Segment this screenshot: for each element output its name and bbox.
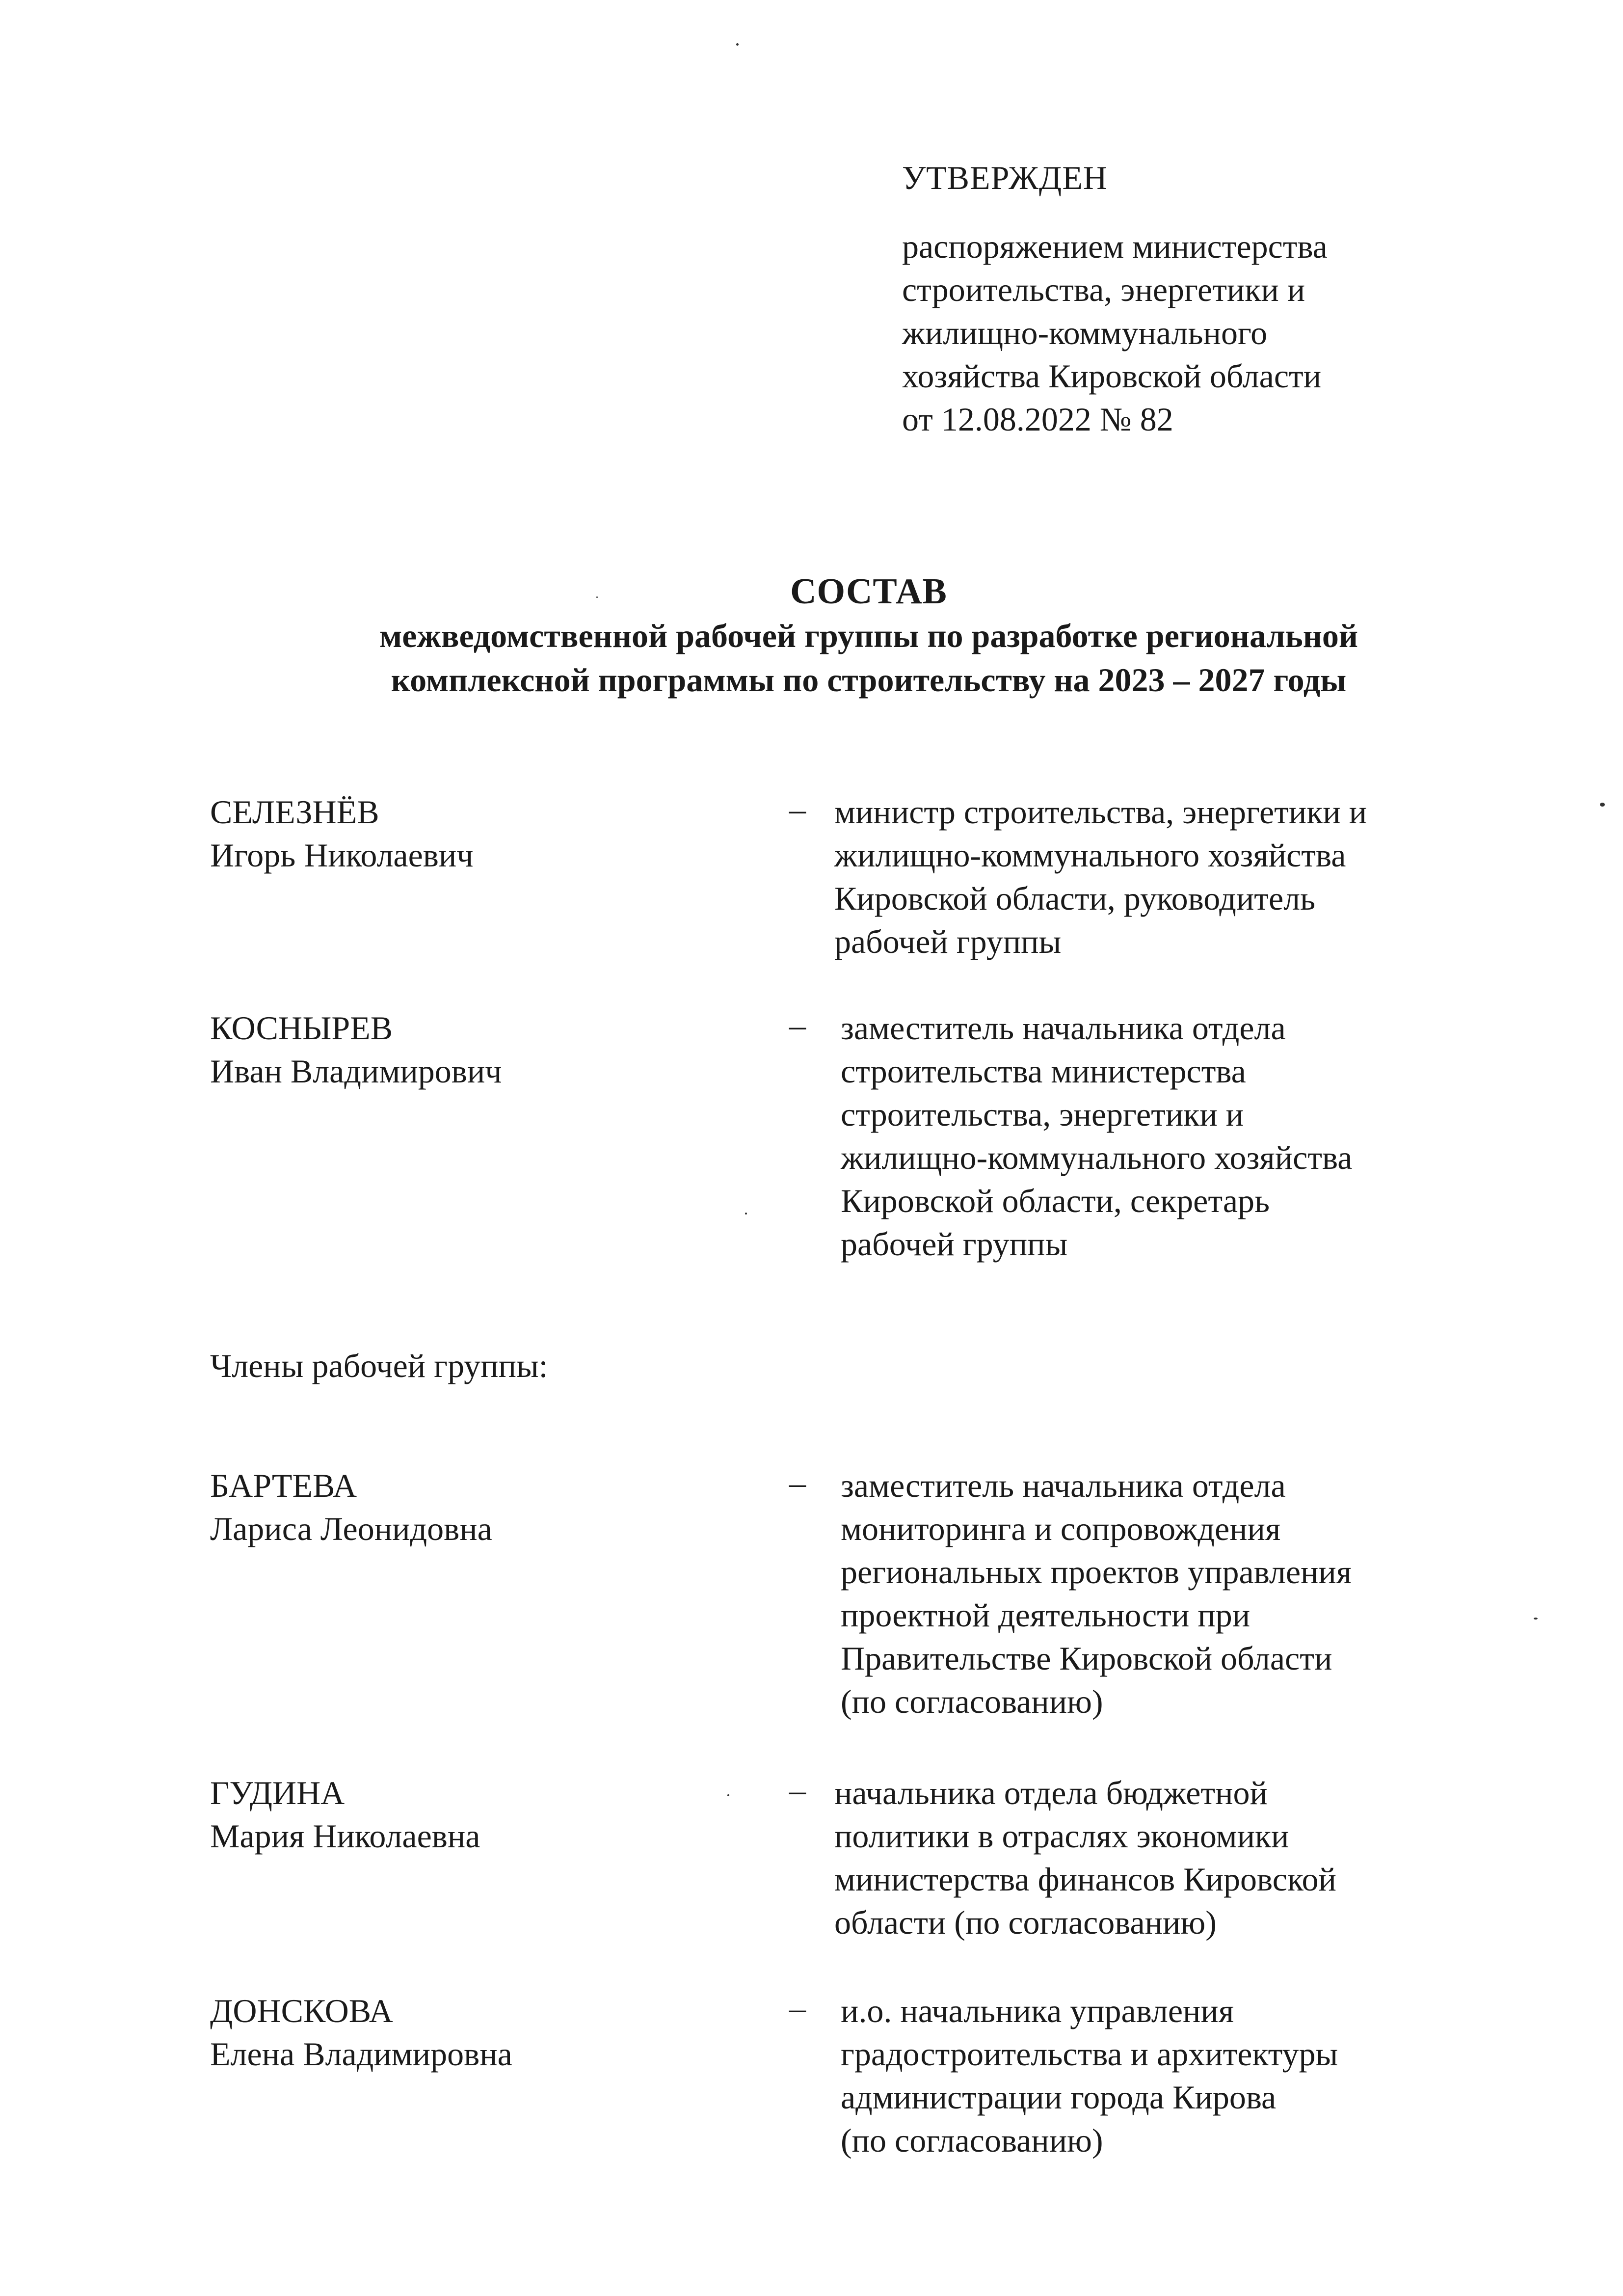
description-line: градостроительства и архитектуры	[841, 2035, 1338, 2073]
member-surname: БАРТЕВА	[210, 1467, 357, 1504]
dash-separator: –	[789, 790, 806, 828]
member-name	[210, 790, 774, 877]
approval-line: хозяйства Кировской области	[902, 357, 1322, 395]
description-line: Правительстве Кировской области	[841, 1640, 1332, 1677]
description-line: министр строительства, энергетики и	[834, 793, 1367, 831]
description-line: региональных проектов управления	[841, 1553, 1352, 1591]
description-line: администрации города Кирова	[841, 2079, 1277, 2116]
member-surname: КОСНЫРЕВ	[210, 1009, 393, 1047]
member-description	[834, 790, 1521, 963]
description-line: строительства, энергетики и	[841, 1096, 1244, 1133]
scan-speck	[1534, 1618, 1538, 1620]
description-line: рабочей группы	[841, 1225, 1068, 1263]
description-line: политики в отраслях экономики	[834, 1817, 1289, 1855]
dash-separator: –	[789, 1771, 806, 1809]
member-name	[210, 1006, 774, 1093]
description-line: заместитель начальника отдела	[841, 1467, 1286, 1504]
member-surname: СЕЛЕЗНЁВ	[210, 793, 379, 831]
description-line: заместитель начальника отдела	[841, 1009, 1286, 1047]
description-line: области (по согласованию)	[834, 1904, 1217, 1941]
dash-separator: –	[789, 1006, 806, 1044]
description-line: Кировской области, секретарь	[841, 1182, 1270, 1219]
member-name	[210, 1771, 774, 1858]
description-line: (по согласованию)	[841, 2122, 1103, 2159]
member-description	[841, 1464, 1528, 1723]
approval-title: УТВЕРЖДЕН	[902, 159, 1108, 196]
member-surname: ГУДИНА	[210, 1774, 345, 1811]
description-line: начальника отдела бюджетной	[834, 1774, 1268, 1811]
scan-speck	[736, 43, 739, 46]
member-given-name: Лариса Леонидовна	[210, 1510, 492, 1547]
description-line: (по согласованию)	[841, 1683, 1103, 1720]
member-description	[834, 1771, 1521, 1944]
member-given-name: Мария Николаевна	[210, 1817, 480, 1855]
description-line: министерства финансов Кировской	[834, 1861, 1336, 1898]
description-line: мониторинга и сопровождения	[841, 1510, 1281, 1547]
heading-subtitle-line: межведомственной рабочей группы по разработке региональной	[379, 617, 1358, 654]
description-line: проектной деятельности при	[841, 1596, 1251, 1634]
scan-speck	[1600, 803, 1605, 807]
description-line: Кировской области, руководитель	[834, 880, 1316, 917]
member-surname: ДОНСКОВА	[210, 1992, 393, 2029]
member-description	[841, 1006, 1528, 1266]
document-heading	[206, 569, 1531, 702]
dash-separator: –	[789, 1989, 806, 2026]
approval-line: жилищно-коммунального	[902, 314, 1268, 351]
members-label: Члены рабочей группы:	[210, 1347, 548, 1384]
dash-separator: –	[789, 1464, 806, 1501]
member-name	[210, 1464, 774, 1550]
description-line: жилищно-коммунального хозяйства	[841, 1139, 1353, 1176]
member-given-name: Иван Владимирович	[210, 1053, 502, 1090]
description-line: жилищно-коммунального хозяйства	[834, 837, 1346, 874]
member-given-name: Елена Владимировна	[210, 2035, 512, 2073]
approval-line: распоряжением министерства	[902, 228, 1328, 265]
member-description	[841, 1989, 1528, 2162]
heading-subtitle-line: комплексной программы по строительству на 2023 – 2027 годы	[391, 661, 1347, 699]
approval-line: от 12.08.2022 № 82	[902, 401, 1173, 438]
scan-speck	[596, 596, 598, 598]
scan-speck	[745, 1213, 747, 1215]
description-line: строительства министерства	[841, 1053, 1246, 1090]
scan-speck	[727, 1794, 729, 1796]
description-line: рабочей группы	[834, 923, 1062, 960]
approval-block	[902, 156, 1442, 441]
member-name	[210, 1989, 774, 2076]
approval-line: строительства, энергетики и	[902, 271, 1305, 308]
heading-title: СОСТАВ	[790, 571, 947, 612]
member-given-name: Игорь Николаевич	[210, 837, 474, 874]
description-line: и.о. начальника управления	[841, 1992, 1234, 2029]
